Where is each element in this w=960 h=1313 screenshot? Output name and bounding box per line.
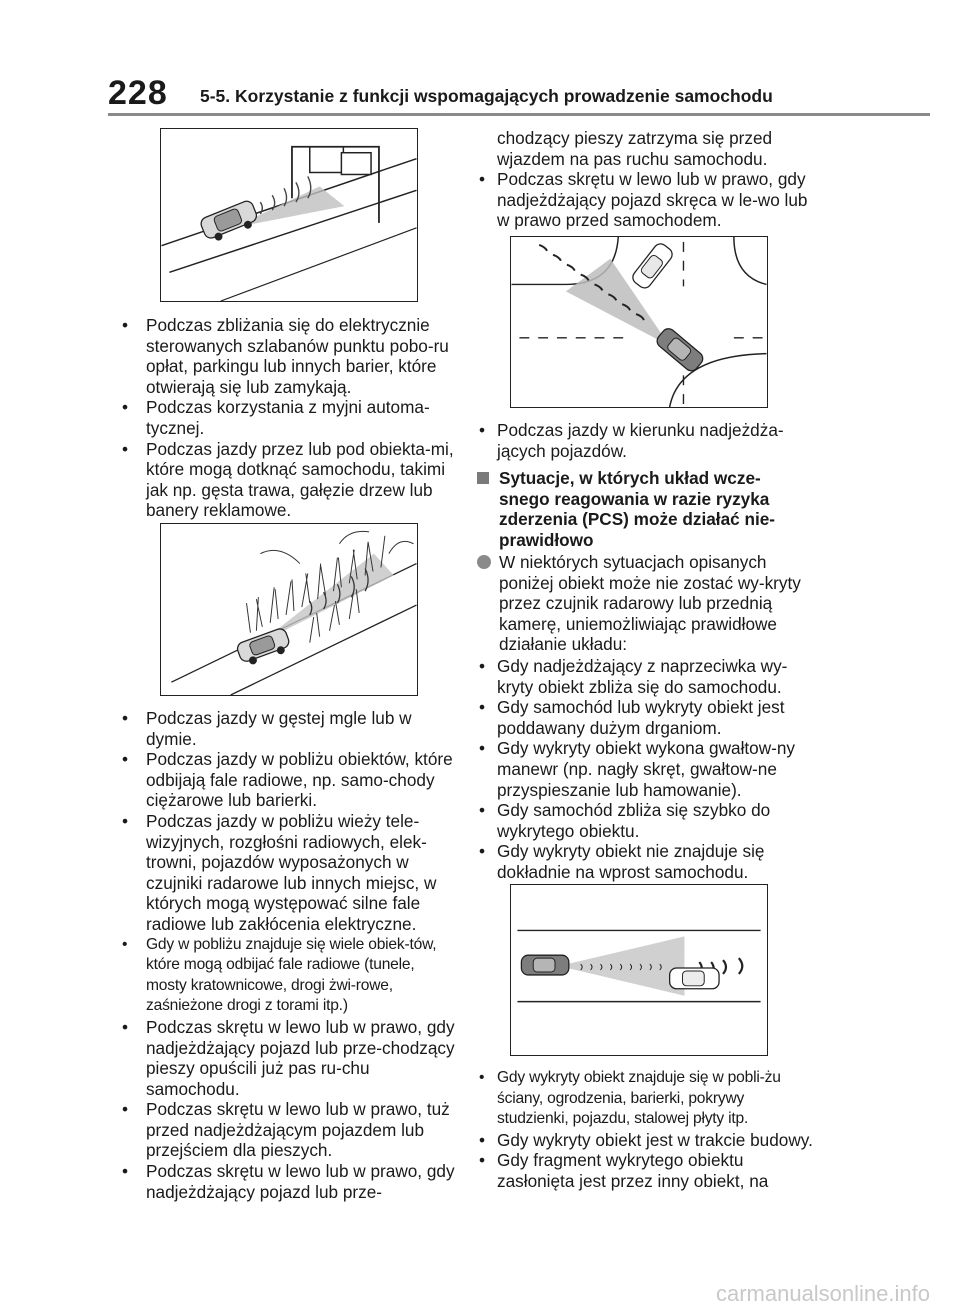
list-item: • Podczas jazdy w pobliżu obiektów, które odbijają fale radiowe, np. samo-chody ciężarowe lub barierki.: [122, 749, 453, 811]
list-item: • Podczas zbliżania się do elektrycznie sterowanych szlabanów punktu pobo-ru opłat, parkingu lub innych barier, które otwierają się lub zamykają.: [122, 315, 449, 397]
right-list-2: [475, 420, 815, 461]
right-continuation-text: chodzący pieszy zatrzyma się przed wjazdem na pas ruchu samochodu.: [497, 128, 773, 169]
figure-grass-branches: [160, 523, 418, 696]
circle-bullet-icon: [477, 555, 491, 569]
intro-paragraph: W niektórych sytuacjach opisanych poniżej obiekt może nie zostać wy-kryty przez czujnik radarowy lub przednią kamerę, uniemożliwiając prawidłowe działanie układu:: [477, 552, 807, 655]
right-list-3: [475, 656, 815, 883]
list-item: • Gdy wykryty obiekt jest w trakcie budowy.: [479, 1129, 813, 1150]
list-item: • Podczas skrętu w lewo lub w prawo, gdy nadjeżdżający pojazd lub prze-chodzący pieszy opuścili już pas ru-chu samochodu.: [122, 1016, 455, 1099]
list-item: • Podczas skrętu w lewo lub w prawo, tuż przed nadjeżdżającym pojazdem lub przejściem dla pieszych.: [122, 1099, 450, 1161]
list-item: • Gdy wykryty obiekt nie znajduje się dokładnie na wprost samochodu.: [479, 841, 765, 882]
list-item: • Gdy samochód zbliża się szybko do wykrytego obiektu.: [479, 800, 771, 841]
list-item: • Gdy wykryty obiekt znajduje się w pobli-żu ściany, ogrodzenia, barierki, pokrywy studzienki, pojazdu, stalowej płyty itp.: [479, 1069, 781, 1128]
figure-intersection-turn: [510, 236, 768, 408]
pcs-subheading: Sytuacje, w których układ wcze-snego reagowania w razie ryzyka zderzenia (PCS) może działać nie-prawidłowo: [477, 468, 807, 550]
right-list-4: [475, 1068, 815, 1192]
grass-branches-illustration: [161, 524, 417, 695]
toll-barrier-illustration: [161, 129, 417, 301]
list-item: • Podczas jazdy w gęstej mgle lub w dymie.: [122, 708, 412, 749]
figure-offset-vehicle: [510, 884, 768, 1056]
intersection-turn-illustration: [511, 237, 767, 407]
section-title: 5-5. Korzystanie z funkcji wspomagających prowadzenie samochodu: [200, 86, 773, 106]
list-item: • Podczas jazdy w pobliżu wieży tele-wizyjnych, rozgłośni radiowych, elek-trowni, pojazdów wyposażonych w czujniki radarowe lub innych miejsc, w których mogą występować silne fale radiowe lub zakłócenia elektryczne.: [122, 810, 437, 934]
list-item: • Podczas skrętu w lewo lub w prawo, gdy nadjeżdżający pojazd lub prze-: [122, 1161, 455, 1202]
figure-toll-barrier: [160, 128, 418, 302]
left-list-2: [112, 708, 457, 1202]
page-header: [0, 0, 960, 118]
left-list-1: [112, 315, 457, 521]
page-number: 228: [108, 74, 168, 112]
list-item: • Gdy samochód lub wykryty obiekt jest poddawany dużym drganiom.: [479, 697, 785, 738]
header-divider: [108, 113, 930, 116]
list-item: • Podczas korzystania z myjni automa-tycznej.: [122, 397, 430, 438]
list-item: • Podczas jazdy przez lub pod obiekta-mi, które mogą dotknąć samochodu, takimi jak np. gęsta trawa, gałęzie drzew lub banery reklamowe.: [122, 438, 454, 521]
square-bullet-icon: [477, 472, 489, 484]
list-item: • Gdy wykryty obiekt wykona gwałtow-ny manewr (np. nagły skręt, gwałtow-ne przyspieszanie lub hamowanie).: [479, 738, 796, 800]
list-item: • Podczas skrętu w lewo lub w prawo, gdy nadjeżdżający pojazd skręca w le-wo lub w prawo przed samochodem.: [479, 169, 808, 231]
watermark: carmanualsonline.info: [715, 1281, 930, 1306]
list-item: • Podczas jazdy w kierunku nadjeżdża-jących pojazdów.: [479, 420, 784, 461]
offset-vehicle-illustration: [511, 885, 767, 1055]
list-item: • Gdy nadjeżdżający z naprzeciwka wy-kryty obiekt zbliża się do samochodu.: [479, 656, 788, 697]
right-list-1: [475, 169, 815, 231]
list-item: • Gdy fragment wykrytego obiektu zasłonięta jest przez inny obiekt, na: [479, 1150, 769, 1191]
list-item: • Gdy w pobliżu znajduje się wiele obiek-tów, które mogą odbijać fale radiowe (tunele, mosty kratownicowe, drogi żwi-rowe, zaśnieżone drogi z torami itp.): [122, 935, 437, 1015]
